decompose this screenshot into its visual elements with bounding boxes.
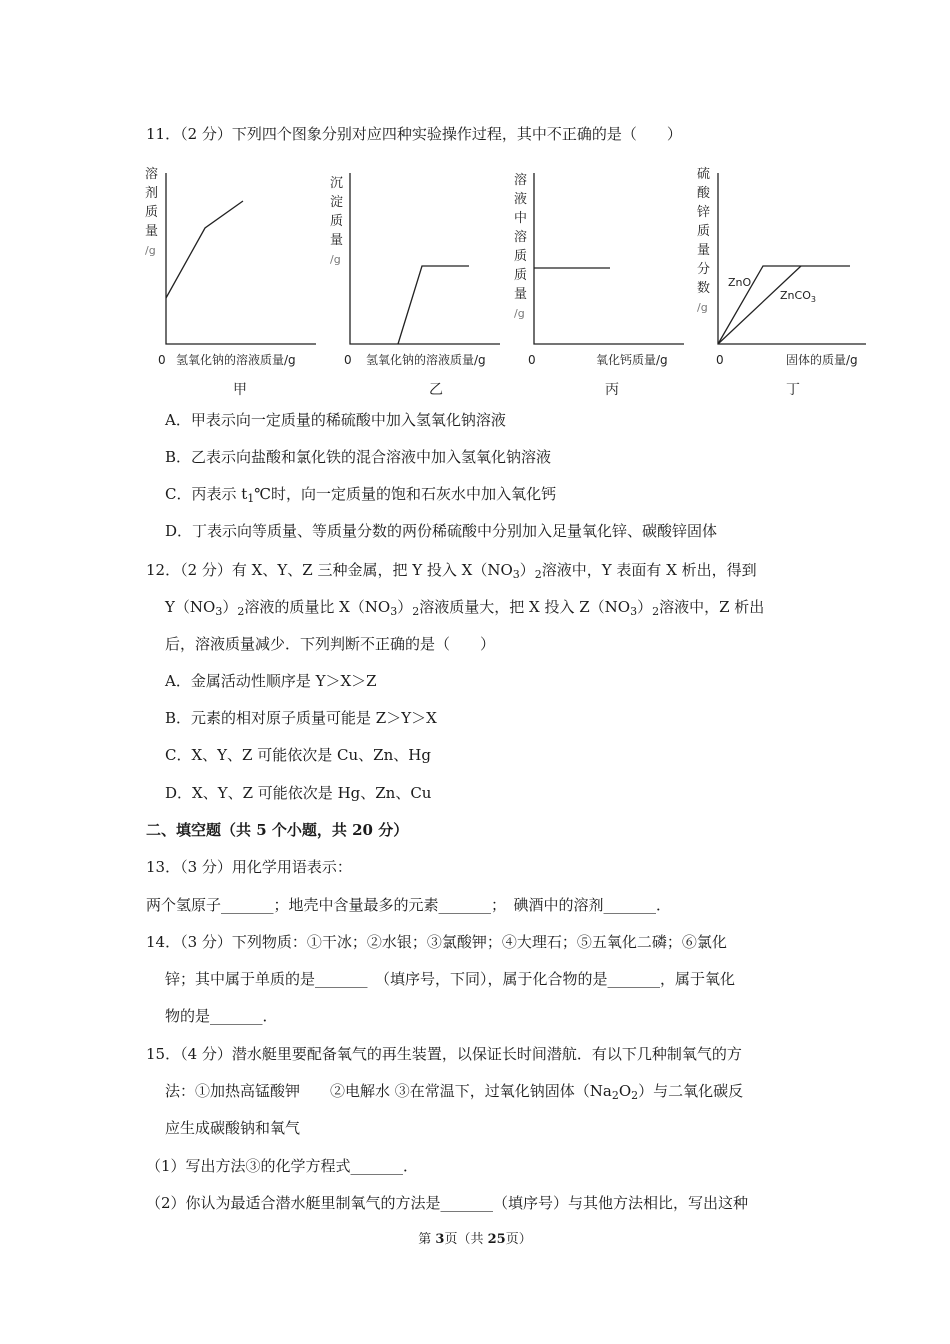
q15-line3: 应生成碳酸钠和氧气 <box>165 1119 301 1137</box>
ding-ylabel-7: /g <box>697 301 708 314</box>
bing-ylabel-3: 溶 <box>514 230 528 245</box>
q11-charts <box>140 160 880 400</box>
yi-caption: 乙 <box>429 382 443 398</box>
q11-option-a: A．甲表示向一定质量的稀硫酸中加入氢氧化钠溶液 <box>165 411 506 429</box>
yi-origin: 0 <box>344 353 352 367</box>
bing-xlabel: 氧化钙质量/g <box>596 353 668 367</box>
yi-ylabel-3: 量 <box>330 233 344 248</box>
q11-option-c: C．丙表示 $t_1℃$时，向一定质量的饱和石灰水中加入氧化钙 <box>165 485 557 505</box>
bing-ylabel-5: 质 <box>514 268 528 283</box>
ding-ylabel-6: 数 <box>697 281 711 296</box>
ding-label-zno: ZnO <box>728 276 752 289</box>
jia-ylabel-4: /g <box>145 244 156 257</box>
bing-ylabel-4: 质 <box>514 249 528 264</box>
q12-option-d: D．X、Y、Z 可能依次是 Hg、Zn、Cu <box>165 784 432 802</box>
ding-ylabel-3: 质 <box>697 224 711 239</box>
jia-ylabel-1: 剂 <box>145 186 159 201</box>
q13-blanks: 两个氢原子_______；地壳中含量最多的元素_______； 碘酒中的溶剂_______． <box>146 896 672 914</box>
page-footer: 第 3页（共 25页） <box>418 1232 532 1247</box>
bing-caption: 丙 <box>605 382 619 398</box>
ding-ylabel-4: 量 <box>697 243 711 258</box>
bing-ylabel-2: 中 <box>514 211 528 226</box>
yi-ylabel-2: 质 <box>330 214 344 229</box>
q12-stem-line2: $Y(NO_3)_2$溶液的质量比 $X(NO_3)_2$溶液质量大，把 X 投入 $Z(NO_3)_2$溶液中，Z 析出 <box>165 598 765 618</box>
page-number: 3 <box>435 1232 445 1247</box>
jia-caption: 甲 <box>233 382 247 398</box>
q14-line1: 14．（3 分）下列物质：①干冰；②水银；③氯酸钾；④大理石；⑤五氧化二磷；⑥氯化 <box>146 933 727 951</box>
q13-stem: 13．（3 分）用化学用语表示： <box>146 858 352 876</box>
q12-option-b: B．元素的相对原子质量可能是 Z＞Y＞X <box>165 709 437 727</box>
jia-ylabel-3: 量 <box>145 224 159 239</box>
jia-curve <box>166 201 243 298</box>
q11-charts-svg <box>140 160 880 400</box>
yi-ylabel-4: /g <box>330 253 341 266</box>
q12-option-c: C．X、Y、Z 可能依次是 Cu、Zn、Hg <box>165 746 431 764</box>
bing-axes <box>534 173 684 344</box>
bing-ylabel-7: /g <box>514 307 525 320</box>
yi-xlabel: 氢氧化钠的溶液质量/g <box>366 353 486 367</box>
bing-ylabel-6: 量 <box>514 287 528 302</box>
q15-part1: （1）写出方法③的化学方程式_______． <box>146 1157 419 1175</box>
jia-xlabel: 氢氧化钠的溶液质量/g <box>176 353 296 367</box>
q15-part2: （2）你认为最适合潜水艇里制氧气的方法是_______（填序号）与其他方法相比，写出这种 <box>146 1194 749 1212</box>
q12-stem-line3: 后，溶液质量减少．下列判断不正确的是（ ） <box>165 635 496 653</box>
q12-option-a: A．金属活动性顺序是 Y＞X＞Z <box>165 672 377 690</box>
ding-xlabel: 固体的质量/g <box>786 353 858 367</box>
bing-ylabel-1: 液 <box>514 192 528 207</box>
q15-line2: 法：①加热高锰酸钾 ②电解水 ③在常温下，过氧化钠固体$(Na_2O_2)$与二氧化碳反 <box>165 1082 744 1102</box>
q12-stem-line1: 12．（2 分）有 X、Y、Z 三种金属，把 Y 投入 $X(NO_3)_2$溶液中，Y 表面有 X 析出，得到 <box>146 561 757 581</box>
q14-line2: 锌；其中属于单质的是_______ （填序号，下同），属于化合物的是_______，属于氧化 <box>165 970 736 988</box>
bing-ylabel-0: 溶 <box>514 173 528 188</box>
yi-ylabel-0: 沉 <box>330 176 344 191</box>
q11-option-d: D．丁表示向等质量、等质量分数的两份稀硫酸中分别加入足量氧化锌、碳酸锌固体 <box>165 522 718 540</box>
ding-origin: 0 <box>716 353 724 367</box>
yi-axes <box>350 173 500 344</box>
yi-curve <box>398 266 469 344</box>
ding-axes <box>718 173 866 344</box>
q11-stem: 11．（2 分）下列四个图象分别对应四种实验操作过程，其中不正确的是（ ） <box>146 125 682 143</box>
jia-ylabel-2: 质 <box>145 205 159 220</box>
ding-label-znco3: ZnCO$_3$ <box>780 289 816 304</box>
ding-ylabel-0: 硫 <box>697 167 711 182</box>
yi-ylabel-1: 淀 <box>330 195 344 210</box>
q14-line3: 物的是_______． <box>165 1007 278 1025</box>
ding-caption: 丁 <box>786 382 800 398</box>
ding-ylabel-1: 酸 <box>697 186 711 201</box>
q11-option-b: B．乙表示向盐酸和氯化铁的混合溶液中加入氢氧化钠溶液 <box>165 448 552 466</box>
ding-ylabel-2: 锌 <box>697 205 711 220</box>
bing-origin: 0 <box>528 353 536 367</box>
ding-ylabel-5: 分 <box>697 262 711 277</box>
page-total: 25 <box>487 1232 506 1247</box>
jia-origin: 0 <box>158 353 166 367</box>
section-fill-in-title: 二、填空题（共 5 个小题，共 20 分） <box>146 821 409 839</box>
q15-line1: 15．（4 分）潜水艇里要配备氧气的再生装置，以保证长时间潜航．有以下几种制氧气的方 <box>146 1045 742 1063</box>
jia-ylabel-0: 溶 <box>145 167 159 182</box>
